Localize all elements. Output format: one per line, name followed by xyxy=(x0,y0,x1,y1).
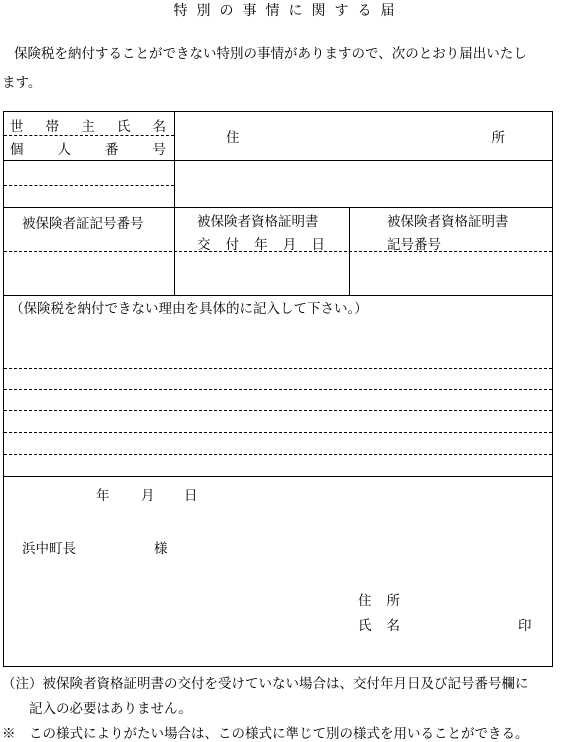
label-char: 主 xyxy=(81,119,95,135)
label-char: 住 xyxy=(226,130,240,146)
label-char: 氏 xyxy=(116,119,131,135)
intro-line-1: 保険税を納付することができない特別の事情がありますので、次のとおり届出いたし xyxy=(14,46,527,62)
intro-line-2: ます。 xyxy=(2,75,42,91)
label-char: 番 xyxy=(105,142,119,158)
label-char: 帯 xyxy=(45,119,60,135)
label-char: 名 xyxy=(386,618,400,634)
cert-symbol-number-label-line1: 被保険者資格証明書 xyxy=(387,214,509,230)
label-char: 号 xyxy=(152,142,166,158)
label-char: 日 xyxy=(311,237,325,253)
intro-statement xyxy=(0,40,568,98)
householder-name-label xyxy=(10,115,166,135)
label-char: 世 xyxy=(10,119,24,135)
cert-issue-date-label-line2 xyxy=(197,233,325,253)
label-char: 月 xyxy=(282,237,297,253)
label-char: 所 xyxy=(491,130,505,146)
address-field[interactable] xyxy=(175,160,552,206)
cert-issue-date-field[interactable] xyxy=(175,252,348,294)
label-char: 人 xyxy=(57,142,71,158)
name-number-divider xyxy=(4,135,174,136)
label-char: 住 xyxy=(358,593,372,609)
seal-mark: 印 xyxy=(518,618,532,634)
cert-row-bottom xyxy=(4,295,552,296)
entry-row-bottom xyxy=(4,207,552,208)
reason-block-bottom xyxy=(4,476,552,477)
addressee: 浜中町長 xyxy=(22,541,76,557)
personal-number-field[interactable] xyxy=(4,185,173,206)
label-char: 交 xyxy=(197,237,211,253)
label-char: 名 xyxy=(152,119,166,135)
date-day-label: 日 xyxy=(184,488,198,504)
honorific: 様 xyxy=(154,541,168,557)
note-2: ※ この様式によりがたい場合は、この様式に準じて別の様式を用いることができる。 xyxy=(2,726,529,742)
note-1-line-1: （注）被保険者資格証明書の交付を受けていない場合は、交付年月日及び記号番号欄に xyxy=(2,676,529,692)
applicant-address-label xyxy=(358,589,400,609)
reason-text-area[interactable] xyxy=(4,318,552,474)
householder-name-field[interactable] xyxy=(4,160,173,183)
note-1-line-2: 記入の必要はありません。 xyxy=(29,701,192,717)
label-char: 個 xyxy=(10,142,24,158)
insured-symbol-number-label: 被保険者証記号番号 xyxy=(22,216,144,232)
form-title: 特別の事情に関する届 xyxy=(173,3,404,19)
personal-number-label xyxy=(10,138,166,158)
date-year-label: 年 xyxy=(96,488,110,504)
label-char: 年 xyxy=(254,237,268,253)
label-char: 所 xyxy=(386,593,400,609)
insured-symbol-number-field[interactable] xyxy=(4,252,173,294)
label-char: 付 xyxy=(225,237,240,253)
reason-prompt: （保険税を納付できない理由を具体的に記入して下さい。） xyxy=(10,301,368,317)
applicant-name-label xyxy=(358,614,400,634)
address-label xyxy=(226,126,505,146)
cert-issue-date-label-line1: 被保険者資格証明書 xyxy=(197,214,319,230)
date-month-label: 月 xyxy=(141,488,155,504)
cert-symbol-number-label-line2: 記号番号 xyxy=(387,237,441,253)
cert-symbol-number-field[interactable] xyxy=(350,252,552,294)
label-char: 氏 xyxy=(358,618,372,634)
